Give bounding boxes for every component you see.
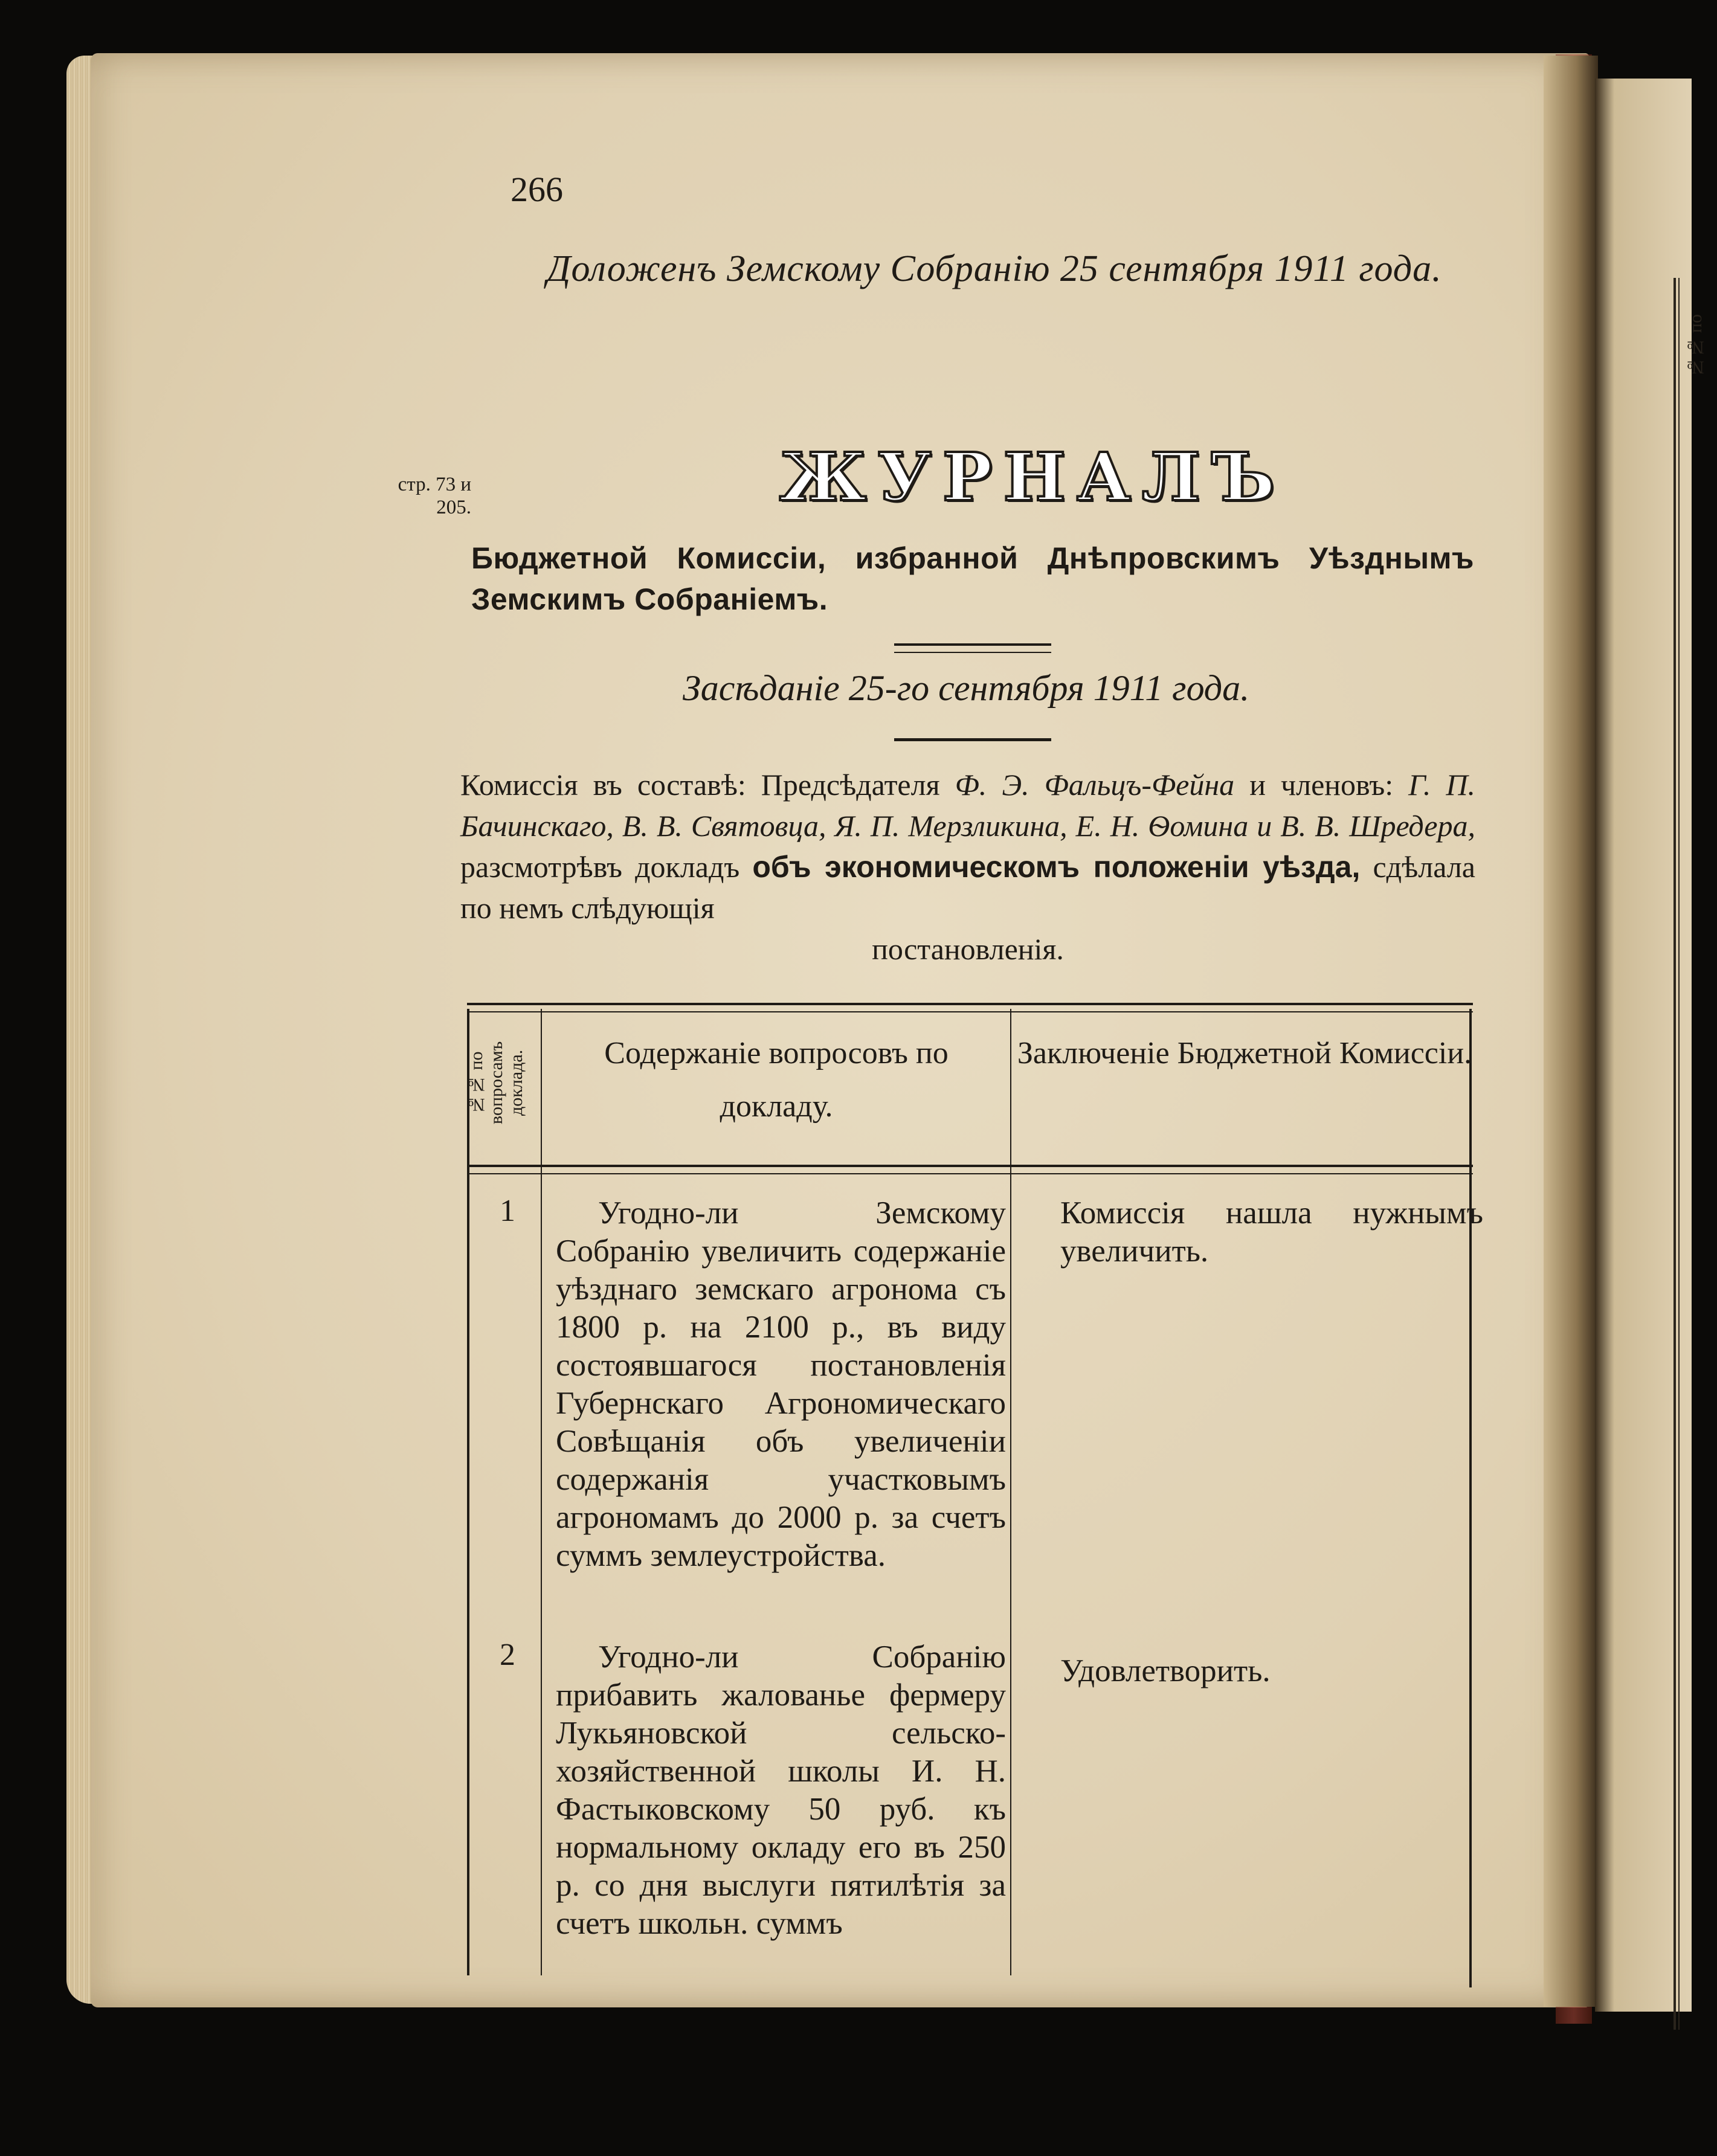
column-divider-1 [541,1009,542,1975]
margin-note-line-2: 205. [436,497,471,518]
intro-text-3: разсмотрѣвъ докладъ [460,850,753,884]
row-question: Угодно-ли Земскому Собранію увеличить содержаніе уѣзднаго земскаго агронома съ 1800 р. на 2100 р., въ виду состоявшагося постановленія Губернскаго Агрономическаго Совѣщанія объ увеличеніи содержанія участковымъ агрономамъ до 2000 р. за счетъ суммъ землеустройства. [556,1195,1006,1573]
header-question-content: Содержаніе вопросовъ по докладу. [604,1036,949,1124]
row-question: Угодно-ли Собранію прибавить жалованье фермеру Лукьяновской сельско-хозяйственной школы И. Н. Фастыковскому 50 руб. къ нормальному окладу его въ 250 р. со дня выслуги пятилѣтія за счетъ школьн. суммъ [556,1640,1006,1941]
table-top-rule [467,1003,1473,1012]
row-number: 2 [500,1638,515,1672]
session-line: Засѣданіе 25-го сентября 1911 года. [683,668,1250,708]
member-names: Г. П. Бачинскаго, В. В. Святовца, Я. П. Мерзликина, Е. Н. Ѳомина и В. В. Шредера, [460,768,1475,843]
report-subject: объ экономическомъ положеніи уѣзда, [752,850,1361,884]
session-divider [894,738,1051,741]
commission-title: Бюджетной Комиссіи, избранной Днѣпровскимъ Уѣзднымъ Земскимъ Собраніемъ. [471,541,1474,616]
table-header-rule [467,1165,1473,1174]
journal-title: ЖУРНАЛЪ [779,438,1286,516]
reported-line: Доложенъ Земскому Собранію 25 сентября 1911 года. [547,248,1442,289]
header-commission-conclusion: Заключеніе Бюджетной Комиссіи. [1017,1036,1472,1070]
facing-page-column-header: №№ по [1686,314,1706,378]
page-number: 266 [511,170,563,209]
table-right-border [1469,1009,1472,1987]
row-conclusion: Комиссія нашла нужнымъ увеличить. [1060,1195,1483,1269]
margin-note [356,473,471,519]
column-divider-2 [1010,1009,1011,1975]
intro-text-5: постановленія. [872,932,1064,966]
header-question-number: №№ по вопросамъ доклада. [466,1041,526,1125]
row-number: 1 [500,1194,515,1228]
title-divider [894,643,1051,653]
intro-text-2: и членовъ: [1234,768,1409,802]
intro-paragraph [460,764,1475,970]
row-conclusion: Удовлетворить. [1060,1653,1271,1688]
table-left-border [467,1009,469,1975]
intro-text-1: Комиссія въ составѣ: Предсѣдателя [460,768,955,802]
margin-note-line-1: стр. 73 и [398,474,471,495]
intro-text-4: сдѣлала по немъ слѣдующія [460,850,1475,925]
chairman-name: Ф. Э. Фальцъ-Фейна [955,768,1235,802]
